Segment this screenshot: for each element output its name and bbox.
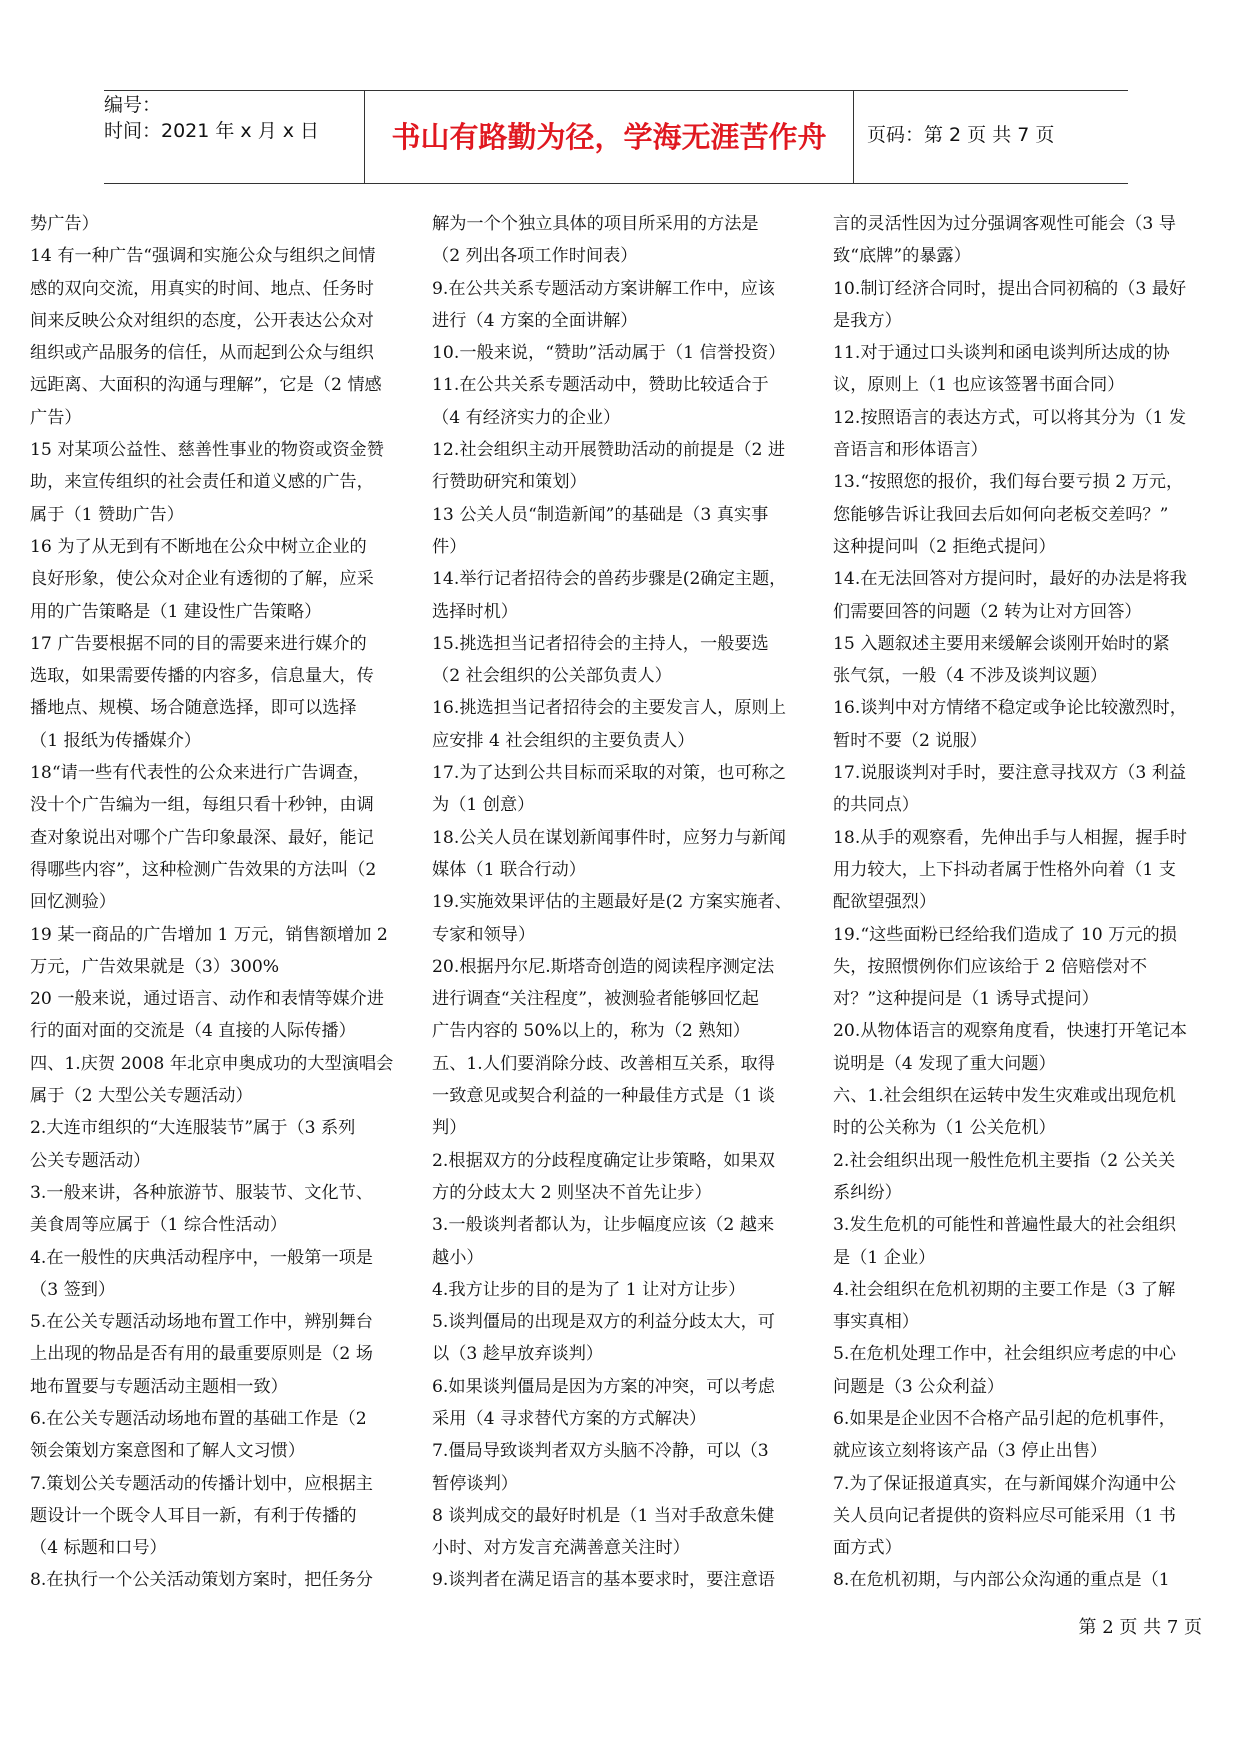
text-line: 7.为了保证报道真实，在与新闻媒介沟通中公 (833, 1473, 1176, 1494)
text-line: 16 为了从无到有不断地在公众中树立企业的 (30, 536, 367, 557)
text-line: 远距离、大面积的沟通与理解”，它是（2 情感 (30, 375, 382, 396)
document-number-label: 编号： (104, 94, 162, 116)
text-line: 为（1 创意） (432, 795, 535, 816)
text-line: 20.根据丹尔尼.斯塔奇创造的阅读程序测定法 (432, 956, 775, 977)
text-line: 9.在公共关系专题活动方案讲解工作中，应该 (432, 278, 775, 299)
text-line: 失，按照惯例你们应该给于 2 倍赔偿对不 (833, 956, 1148, 977)
header-page-code: 页码：第 2 页 共 7 页 (867, 124, 1055, 146)
header-motto: 书山有路勤为径，学海无涯苦作舟 (391, 120, 827, 154)
text-line: （4 标题和口号） (30, 1538, 167, 1559)
text-line: 15 入题叙述主要用来缓解会谈刚开始时的紧 (833, 633, 1170, 654)
text-line: 暂停谈判） (432, 1473, 518, 1494)
text-line: 15 对某项公益性、慈善性事业的物资或资金赞 (30, 440, 384, 461)
text-line: 用的广告策略是（1 建设性广告策略） (30, 601, 322, 622)
text-line: 您能够告诉让我回去后如何向老板交差吗？” (833, 504, 1169, 525)
text-line: 关人员向记者提供的资料应尽可能采用（1 书 (833, 1505, 1176, 1526)
text-line: 属于（2 大型公关专题活动） (30, 1086, 253, 1107)
text-line: 10.一般来说，“赞助”活动属于（1 信誉投资） (432, 343, 786, 364)
text-line: （4 有经济实力的企业） (432, 407, 621, 428)
text-line: 上出现的物品是否有用的最重要原则是（2 场 (30, 1344, 373, 1365)
text-line: 16.谈判中对方情绪不稳定或争论比较激烈时， (833, 698, 1187, 719)
text-line: 17 广告要根据不同的目的需要来进行媒介的 (30, 633, 367, 654)
document-header (104, 90, 1128, 184)
text-line: 14 有一种广告“强调和实施公众与组织之间情 (30, 246, 376, 267)
text-line: 20.从物体语言的观察角度看，快速打开笔记本 (833, 1021, 1187, 1042)
text-line: 14.举行记者招待会的兽药步骤是(2确定主题， (432, 569, 787, 590)
text-line: 13.“按照您的报价，我们每台要亏损 2 万元， (833, 472, 1184, 493)
text-line: 是（1 企业） (833, 1247, 936, 1268)
text-line: 12.按照语言的表达方式，可以将其分为（1 发 (833, 407, 1187, 428)
text-line: 5.在危机处理工作中，社会组织应考虑的中心 (833, 1344, 1176, 1365)
text-line: 事实真相） (833, 1312, 919, 1333)
text-line: 件） (432, 536, 467, 557)
text-line: 万元，广告效果就是（3）300% (30, 956, 280, 977)
text-line: 2.大连市组织的“大连服装节”属于（3 系列 (30, 1118, 356, 1139)
text-line: 领会策划方案意图和了解人文习惯） (30, 1441, 306, 1462)
text-line: 间来反映公众对组织的态度，公开表达公众对 (30, 310, 374, 331)
text-line: 系纠纷） (833, 1182, 902, 1203)
text-line: 2.根据双方的分歧程度确定让步策略，如果双 (432, 1150, 775, 1171)
document-time-label: 时间：2021 年 x 月 x 日 (104, 120, 320, 142)
text-line: 6.如果是企业因不合格产品引起的危机事件， (833, 1408, 1176, 1429)
text-line: 8.在危机初期，与内部公众沟通的重点是（1 (833, 1570, 1170, 1591)
text-line: 媒体（1 联合行动） (432, 859, 586, 880)
text-line: 选择时机） (432, 601, 518, 622)
text-line: 12.社会组织主动开展赞助活动的前提是（2 进 (432, 440, 786, 461)
text-line: 以（3 趁早放弃谈判） (432, 1344, 604, 1365)
text-line: 张气氛，一般（4 不涉及谈判议题） (833, 666, 1108, 687)
text-line: 4.我方让步的目的是为了 1 让对方让步） (432, 1279, 746, 1300)
text-line: 14.在无法回答对方提问时，最好的办法是将我 (833, 569, 1187, 590)
text-line: 应安排 4 社会组织的主要负责人） (432, 730, 695, 751)
text-line: 致“底牌”的暴露） (833, 246, 971, 267)
text-line: 议，原则上（1 也应该签署书面合同） (833, 375, 1125, 396)
text-line: 17.说服谈判对手时，要注意寻找双方（3 利益 (833, 763, 1187, 784)
text-line: （3 签到） (30, 1279, 116, 1300)
text-line: 暂时不要（2 说服） (833, 730, 987, 751)
text-line: 选取，如果需要传播的内容多，信息量大，传 (30, 666, 374, 687)
text-line: 六、1.社会组织在运转中发生灾难或出现危机 (833, 1086, 1176, 1107)
header-page-cell (853, 91, 1128, 183)
text-line: 美食周等应属于（1 综合性活动） (30, 1215, 288, 1236)
text-line: 16.挑选担当记者招待会的主要发言人，原则上 (432, 698, 786, 719)
text-line: 5.谈判僵局的出现是双方的利益分歧太大，可 (432, 1312, 775, 1333)
text-line: 10.制订经济合同时，提出合同初稿的（3 最好 (833, 278, 1187, 299)
text-line: 19 某一商品的广告增加 1 万元，销售额增加 2 (30, 924, 388, 945)
text-line: 行的面对面的交流是（4 直接的人际传播） (30, 1021, 356, 1042)
text-line: 9.谈判者在满足语言的基本要求时，要注意语 (432, 1570, 775, 1591)
text-line: 问题是（3 公众利益） (833, 1376, 1005, 1397)
text-line: 6.如果谈判僵局是因为方案的冲突，可以考虑 (432, 1376, 775, 1397)
text-line: 18“请一些有代表性的公众来进行广告调查， (30, 763, 371, 784)
text-line: 组织或产品服务的信任，从而起到公众与组织 (30, 343, 374, 364)
text-line: 助，来宣传组织的社会责任和道义感的广告， (30, 472, 374, 493)
text-line: 时的公关称为（1 公关危机） (833, 1118, 1056, 1139)
text-line: 播地点、规模、场合随意选择，即可以选择 (30, 698, 357, 719)
text-line: 19.实施效果评估的主题最好是(2 方案实施者、 (432, 892, 792, 913)
text-line: 说明是（4 发现了重大问题） (833, 1053, 1056, 1074)
header-motto-cell (364, 91, 854, 183)
text-line: （1 报纸为传播媒介） (30, 730, 202, 751)
text-line: 四、1.庆贺 2008 年北京申奥成功的大型演唱会 (30, 1053, 394, 1074)
text-line: 五、1.人们要消除分歧、改善相互关系，取得 (432, 1053, 775, 1074)
text-line: 13 公关人员“制造新闻”的基础是（3 真实事 (432, 504, 769, 525)
text-line: （2 社会组织的公关部负责人） (432, 666, 672, 687)
text-line: 感的双向交流，用真实的时间、地点、任务时 (30, 278, 374, 299)
text-line: 们需要回答的问题（2 转为让对方回答） (833, 601, 1142, 622)
text-line: 越小） (432, 1247, 484, 1268)
text-line: 面方式） (833, 1538, 902, 1559)
header-info-cell (104, 91, 364, 183)
text-line: 19.“这些面粉已经给我们造成了 10 万元的损 (833, 924, 1177, 945)
text-line: 广告） (30, 407, 82, 428)
text-line: 回忆测验） (30, 892, 116, 913)
text-line: 就应该立刻将该产品（3 停止出售） (833, 1441, 1108, 1462)
text-line: 15.挑选担当记者招待会的主持人，一般要选 (432, 633, 769, 654)
text-line: 得哪些内容”，这种检测广告效果的方法叫（2 (30, 859, 377, 880)
text-line: 题设计一个既令人耳目一新，有利于传播的 (30, 1505, 357, 1526)
text-line: 势广告） (30, 214, 99, 234)
text-line: 7.僵局导致谈判者双方头脑不冷静，可以（3 (432, 1441, 769, 1462)
text-line: 8.在执行一个公关活动策划方案时，把任务分 (30, 1570, 373, 1591)
text-line: 2.社会组织出现一般性危机主要指（2 公关关 (833, 1150, 1176, 1171)
text-line: 20 一般来说，通过语言、动作和表情等媒介进 (30, 989, 384, 1010)
text-column-3 (833, 208, 1205, 1597)
text-line: 配欲望强烈） (833, 892, 937, 913)
text-line: 属于（1 赞助广告） (30, 504, 184, 525)
text-line: 18.公关人员在谋划新闻事件时，应努力与新闻 (432, 827, 786, 848)
text-line: 专家和领导） (432, 924, 536, 945)
text-line: 良好形象，使公众对企业有透彻的了解，应采 (30, 569, 374, 590)
text-line: 公关专题活动） (30, 1150, 151, 1171)
text-line: 判） (432, 1118, 467, 1139)
text-line: 方的分歧太大 2 则坚决不首先让步） (432, 1182, 712, 1203)
text-line: 解为一个个独立具体的项目所采用的方法是 (432, 214, 759, 234)
text-line: 地布置要与专题活动主题相一致） (30, 1376, 288, 1397)
text-line: 对？”这种提问是（1 诱导式提问） (833, 989, 1099, 1010)
text-line: 5.在公关专题活动场地布置工作中，辨别舞台 (30, 1312, 373, 1333)
text-line: 3.一般来讲，各种旅游节、服装节、文化节、 (30, 1182, 373, 1203)
page-footer: 第 2 页 共 7 页 (1078, 1617, 1202, 1638)
text-column-2 (432, 208, 804, 1597)
text-line: （2 列出各项工作时间表） (432, 246, 638, 267)
text-line: 3.一般谈判者都认为，让步幅度应该（2 越来 (432, 1215, 775, 1236)
text-line: 18.从手的观察看，先伸出手与人相握，握手时 (833, 827, 1187, 848)
text-line: 音语言和形体语言） (833, 440, 988, 461)
text-line: 7.策划公关专题活动的传播计划中，应根据主 (30, 1473, 373, 1494)
text-line: 4.在一般性的庆典活动程序中，一般第一项是 (30, 1247, 373, 1268)
text-line: 用力较大，上下抖动者属于性格外向着（1 支 (833, 859, 1176, 880)
text-line: 3.发生危机的可能性和普遍性最大的社会组织 (833, 1215, 1176, 1236)
text-line: 是我方） (833, 310, 902, 331)
text-line: 小时、对方发言充满善意关注时） (432, 1538, 690, 1559)
text-line: 采用（4 寻求替代方案的方式解决） (432, 1408, 707, 1429)
text-line: 6.在公关专题活动场地布置的基础工作是（2 (30, 1408, 367, 1429)
text-line: 8 谈判成交的最好时机是（1 当对手敌意朱健 (432, 1505, 775, 1526)
text-line: 没十个广告编为一组，每组只看十秒钟，由调 (30, 795, 374, 816)
text-line: 4.社会组织在危机初期的主要工作是（3 了解 (833, 1279, 1176, 1300)
text-line: 11.在公共关系专题活动中，赞助比较适合于 (432, 375, 769, 396)
text-line: 进行（4 方案的全面讲解） (432, 310, 638, 331)
text-line: 查对象说出对哪个广告印象最深、最好，能记 (30, 827, 374, 848)
text-line: 这种提问叫（2 拒绝式提问） (833, 536, 1056, 557)
text-line: 的共同点） (833, 795, 919, 816)
text-line: 一致意见或契合利益的一种最佳方式是（1 谈 (432, 1086, 775, 1107)
text-line: 11.对于通过口头谈判和函电谈判所达成的协 (833, 343, 1170, 364)
text-line: 进行调查“关注程度”，被测验者能够回忆起 (432, 989, 759, 1010)
text-line: 言的灵活性因为过分强调客观性可能会（3 导 (833, 214, 1176, 234)
text-line: 行赞助研究和策划） (432, 472, 587, 493)
text-line: 17.为了达到公共目标而采取的对策，也可称之 (432, 763, 786, 784)
text-column-1 (30, 208, 402, 1597)
text-line: 广告内容的 50%以上的，称为（2 熟知） (432, 1021, 750, 1042)
